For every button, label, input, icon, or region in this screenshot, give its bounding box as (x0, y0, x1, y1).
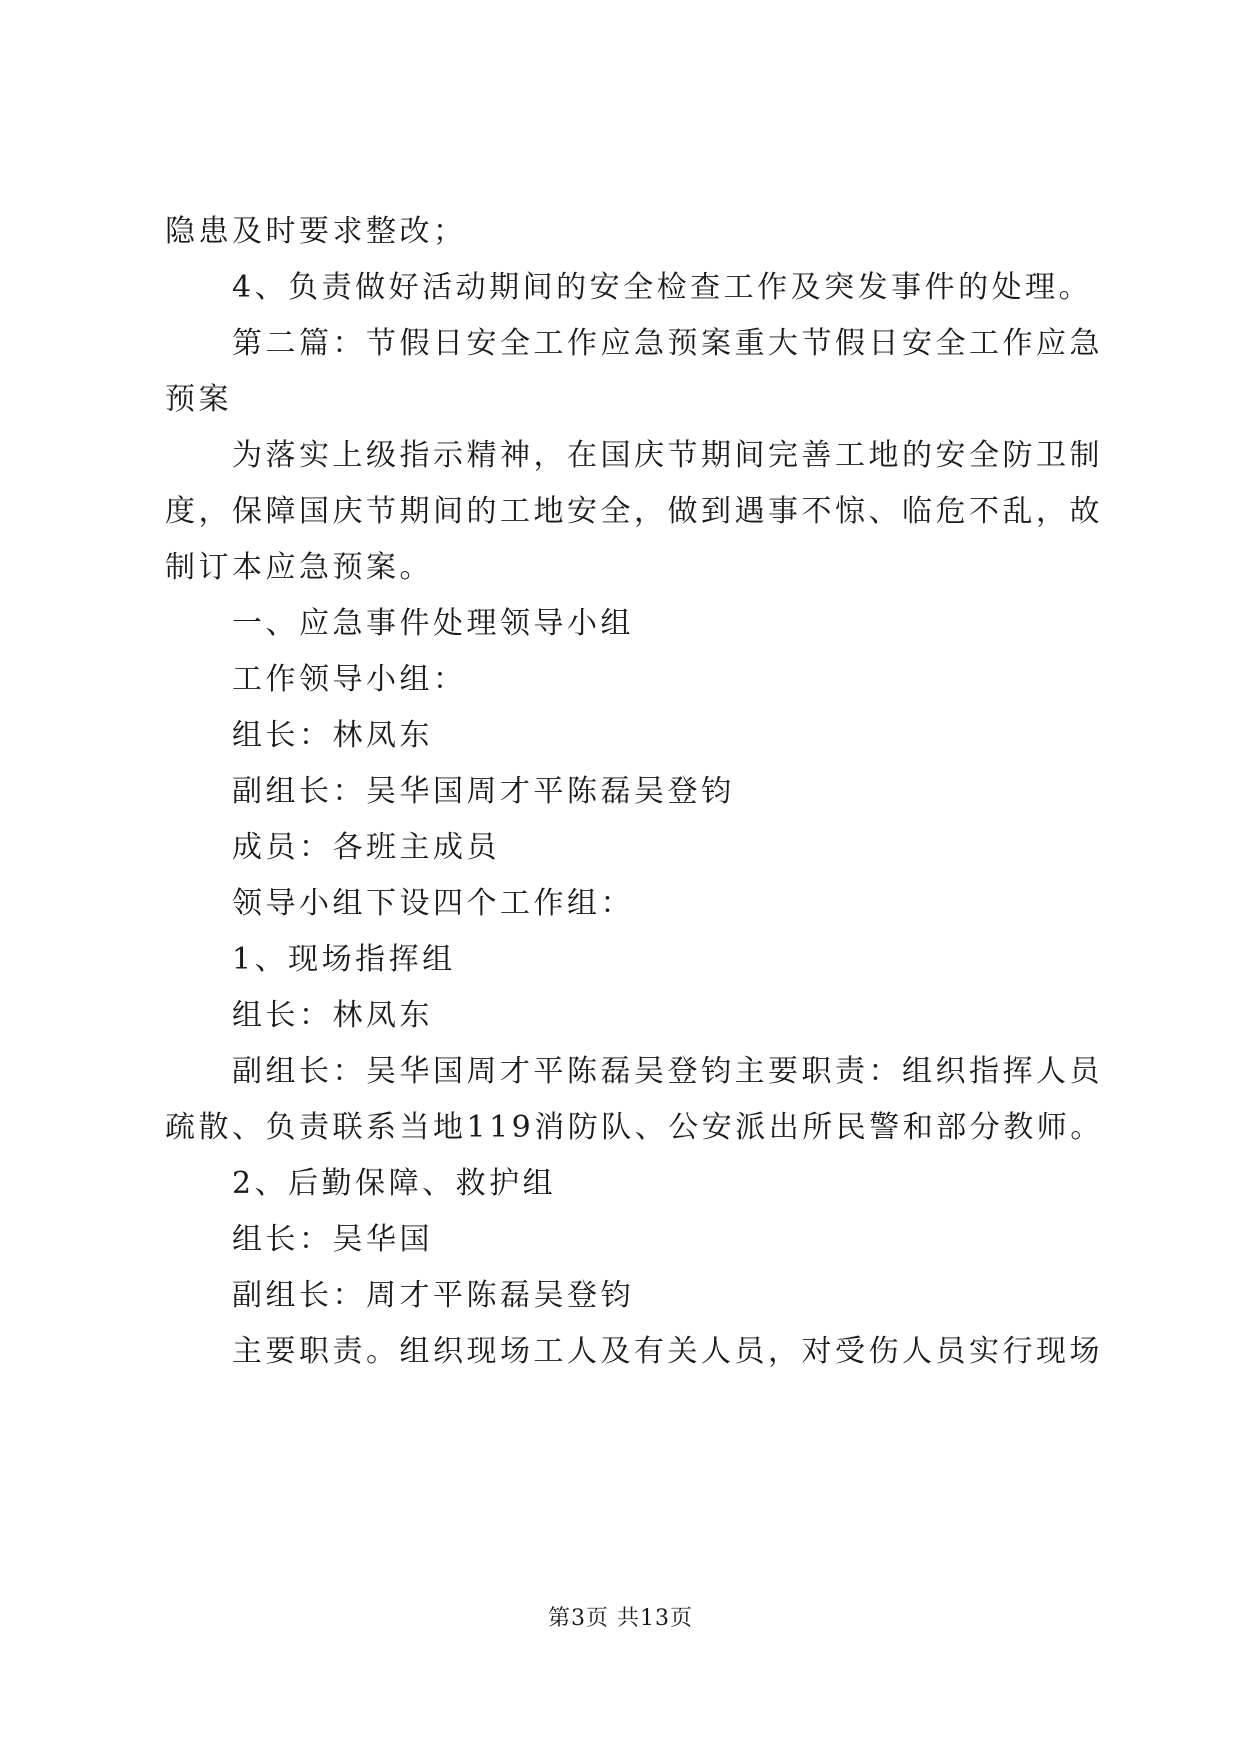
text-line: 成员：各班主成员 (232, 830, 500, 865)
text-line: 隐患及时要求整改； (165, 214, 467, 249)
page-number-footer: 第3页 共13页 (548, 1606, 693, 1631)
text-line: 组长：林凤东 (232, 718, 433, 753)
text-line: 副组长：吴华国周才平陈磊吴登钧主要职责：组织指挥人员 (232, 1054, 1103, 1089)
text-line: 副组长：周才平陈磊吴登钧 (232, 1278, 634, 1313)
text-line: 副组长：吴华国周才平陈磊吴登钧 (232, 774, 735, 809)
text-line: 工作领导小组： (232, 662, 467, 697)
text-line: 制订本应急预案。 (165, 550, 433, 585)
text-line: 组长：吴华国 (232, 1222, 433, 1257)
text-line: 领导小组下设四个工作组： (232, 886, 634, 921)
text-line: 2、后勤保障、救护组 (232, 1166, 557, 1201)
text-line: 4、负责做好活动期间的安全检查工作及突发事件的处理。 (232, 270, 1093, 305)
text-line: 1、现场指挥组 (232, 942, 456, 977)
text-line: 主要职责。组织现场工人及有关人员，对受伤人员实行现场 (232, 1334, 1103, 1369)
text-line: 度，保障国庆节期间的工地安全，做到遇事不惊、临危不乱，故 (165, 494, 1103, 529)
section-heading-continued: 预案 (165, 382, 232, 417)
section-heading: 第二篇：节假日安全工作应急预案重大节假日安全工作应急 (232, 326, 1103, 361)
text-line: 为落实上级指示精神，在国庆节期间完善工地的安全防卫制 (232, 438, 1103, 473)
text-line: 组长：林凤东 (232, 998, 433, 1033)
text-line: 一、应急事件处理领导小组 (232, 606, 634, 641)
text-line: 疏散、负责联系当地119消防队、公安派出所民警和部分教师。 (165, 1110, 1104, 1145)
